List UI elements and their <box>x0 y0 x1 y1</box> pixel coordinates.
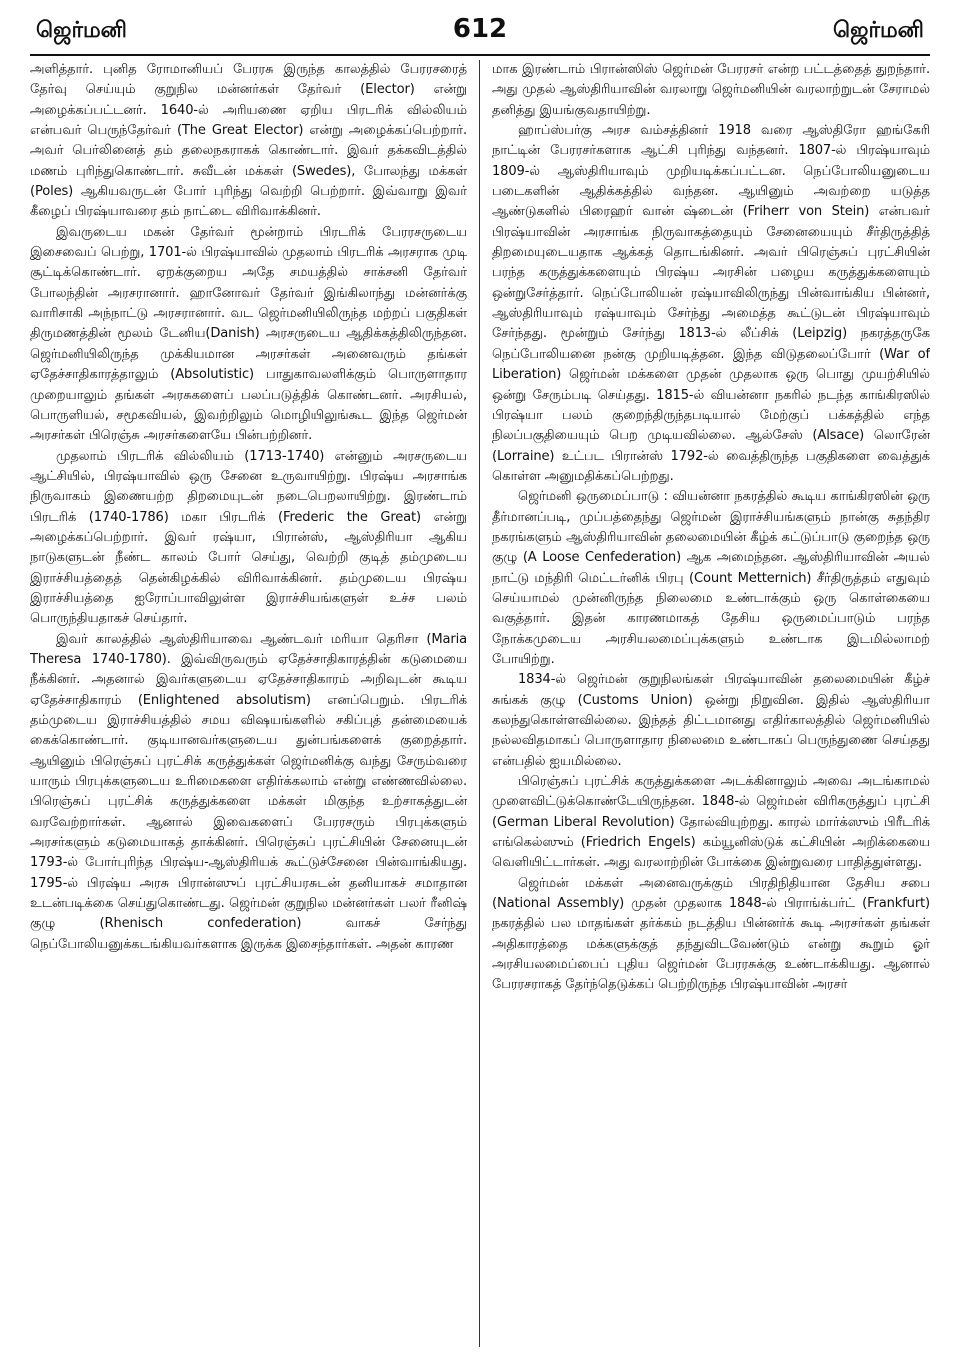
text-columns <box>30 60 930 1347</box>
paragraph: மாக இரண்டாம் பிரான்ஸிஸ் ஜெர்மன் பேரரசர் என்ற பட்டத்தைத் துறந்தார். அது முதல் ஆஸ்திரியாவின் வரலாறு ஜெர்மனியின் வரலாற்றுடன் சேராமல் தனித்து இயங்குவதாயிற்று. <box>492 62 930 118</box>
paragraph: இவருடைய மகன் தேர்வர் மூன்றாம் பிரடரிக் பேரரசருடைய இசைவைப் பெற்று, 1701-ல் பிரஷ்யாவில் முதலாம் பிரடரிக் அரசராக முடி சூட்டிக்கொண்டார். ஏறக்குறைய அதே சமயத்தில் சாக்சனி தேர்வர் போலந்தின் அரசரானார். ஹானோவர் தேர்வர் இங்கிலாந்து மன்னர்க்கு வாரிசாகி அந்நாட்டு அரசரானார். வட ஜெர்மனியிலிருந்த மற்றப் பகுதிகள் திருமணத்தின் மூலம் டேனிய(Danish) அரசருடைய ஆதிக்கத்திலிருந்தன. ஜெர்மனியிலிருந்த முக்கியமான அரசர்கள் அனைவரும் தங்கள் ஏதேச்சாதிகாரத்தாலும் (Absolutistic) பாதுகாவலளிக்கும் பொருளாதார முறையாலும் தங்கள் அரசுகளைப் பலப்படுத்திக் கொண்டனர். அரசியல், பொருளியல், சமூகவியல், இவற்றிலும் மொழியிலுங்கூட இந்த ஜெர்மன் அரசர்கள் பிரெஞ்சு அரசர்களையே பின்பற்றினர். <box>30 224 467 444</box>
right-column <box>480 60 930 1347</box>
paragraph: முதலாம் பிரடரிக் வில்லியம் (1713-1740) என்னும் அரசருடைய ஆட்சியில், பிரஷ்யாவில் ஒரு சேனை உருவாயிற்று. பிரஷ்ய அரசாங்க நிருவாகம் இணையற்ற திறமையுடன் நடைபெறலாயிற்று. இரண்டாம் பிரடரிக் (1740-1786) மகா பிரடரிக் (Frederic the Great) என்று அழைக்கப்பெற்றார். இவர் ரஷ்யா, பிரான்ஸ், ஆஸ்திரியா ஆகிய நாடுகளுடன் நீண்ட காலம் போர் செய்து, வெற்றி குடித் தம்முடைய இராச்சியத்தைத் தென்கிழக்கில் விரிவாக்கினர். தம்முடைய பிரஷ்ய இராச்சியத்தை ஐரோப்பாவிலுள்ள இராச்சியங்களுள் உச்ச பலம் பொருந்தியதாகச் செய்தார். <box>30 448 467 627</box>
page-header <box>30 10 930 56</box>
paragraph: அளித்தார். புனித ரோமானியப் பேரரசு இருந்த காலத்தில் பேரரசரைத் தேர்வு செய்யும் குறுநில மன்னர்கள் தேர்வர் (Elector) என்று அழைக்கப்பட்டனர். 1640-ல் அரியணை ஏறிய பிரடரிக் வில்லியம் என்பவர் பெருந்தேர்வர் (The Great Elector) என்று அழைக்கப்பெற்றார். அவர் பெர்லினைத் தம் தலைநகராகக் கொண்டார். இவர் தக்கவிடத்தில் மணம் புரிந்துகொண்டார். சுவீடன் மக்கள் (Swedes), போலந்து மக்கள் (Poles) ஆகியவருடன் போர் புரிந்து வெற்றி பெற்றார். இவ்வாறு இவர் கீழைப் பிரஷ்யாவரை தம் நாட்டை விரிவாக்கினர். <box>30 62 467 220</box>
header-left-title: ஜெர்மனி <box>36 18 127 43</box>
paragraph: ஹாப்ஸ்பர்கு அரச வம்சத்தினர் 1918 வரை ஆஸ்திரோ ஹங்கேரி நாட்டின் பேரரசர்களாக ஆட்சி புரிந்து வந்தனர். 1807-ல் பிரஷ்யாவும் 1809-ல் ஆஸ்திரியாவும் முறியடிக்கப்பட்டன. நெப்போலியனுடைய படைகளின் ஆதிக்கத்தில் வந்தன. ஆயினும் அவற்றை யடுத்த ஆண்டுகளில் பிரைஹர் வான் ஷ்டைன் (Friherr von Stein) என்பவர் பிரஷ்யாவின் அரசாங்க நிருவாகத்தையும் சேனையையும் சீர்திருத்தித் திறமையுடையதாக ஆக்கத் தொடங்கினர். அவர் பிரெஞ்சுப் புரட்சியின் பரந்த கருத்துக்களையும் பிரஷ்ய அரசின் பழைய கருத்துக்களையும் ஒன்றுசேர்த்தார். நெப்போலியன் ரஷ்யாவிலிருந்து பின்வாங்கிய பின்னர், ஆஸ்திரியாவும் ரஷ்யாவும் சேர்ந்து அமைத்த கூட்டுடன் பிரஷ்யாவும் சேர்ந்தது. மூன்றும் சேர்ந்து 1813-ல் லீப்சிக் (Leipzig) நகரத்தருகே நெப்போலியனை நன்கு முறியடித்தன. இந்த விடுதலைப்போர் (War of Liberation) ஜெர்மன் மக்களை முதன் முதலாக ஒரு பொது முயற்சியில் ஒன்று சேரும்படி செய்தது. 1815-ல் வியன்னா நகரில் நடந்த காங்கிரஸில் பிரஷ்யா பலம் குறைந்திருந்தபடியால் மேற்குப் பக்கத்தில் எந்த நிலப்பகுதியையும் பெற முடியவில்லை. ஆல்சேஸ் (Alsace) லொரேன் (Lorraine) உட்பட பிரான்ஸ் 1792-ல் வைத்திருந்த பகுதிகளை வைத்துக் கொள்ள அனுமதிக்கப்பெற்றது. <box>492 123 930 484</box>
paragraph: இவர் காலத்தில் ஆஸ்திரியாவை ஆண்டவர் மரியா தெரிசா (Maria Theresa 1740-1780). இவ்விருவரும் ஏதேச்சாதிகாரத்தின் கடுமையை நீக்கினர். அதனால் இவர்களுடைய ஏதேச்சாதிகாரம் அறிவுடன் கூடிய ஏதேச்சாதிகாரம் (Enlightened absolutism) எனப்பெறும். பிரடரிக் தம்முடைய இராச்சியத்தில் சமய விஷயங்களில் சகிப்புத் தன்மையைக் கைக்கொண்டார். குடியானவர்களுடைய துன்பங்களைக் குறைத்தார். ஆயினும் பிரெஞ்சுப் புரட்சிக் கருத்துக்கள் ஜெர்மனிக்கு வந்து சேரும்வரை யாரும் பிரபுக்களுடைய உரிமைகளை எதிர்க்கலாம் என்று எண்ணவில்லை. பிரெஞ்சுப் புரட்சிக் கருத்துக்களை மக்கள் மிகுந்த உற்சாகத்துடன் வரவேற்றார்கள். ஆனால் இவைகளைப் பேரரசரும் பிரபுக்களும் அரசர்களும் கடுமையாகத் தாக்கினர். பிரெஞ்சுப் புரட்சியின் சேனையுடன் 1793-ல் போர்புரிந்த பிரஷ்ய-ஆஸ்திரியக் கூட்டுச்சேனை பின்வாங்கியது. 1795-ல் பிரஷ்ய அரசு பிரான்ஸுப் புரட்சியரசுடன் தனியாகச் சமாதான உடன்படிக்கை செய்துகொண்டது. ஜெர்மன் குறுநில மன்னர்கள் பலர் ரீனிஷ் குழு (Rhenisch confederation) வாகச் சேர்ந்து நெப்போலியனுக்கடங்கியவர்களாக இருக்க இசைந்தார்கள். அதன் காரண <box>30 631 467 952</box>
page-number: 612 <box>452 14 508 44</box>
paragraph: ஜெர்மனி ஒருமைப்பாடு : வியன்னா நகரத்தில் கூடிய காங்கிரஸின் ஒரு தீர்மானப்படி, முப்பத்தைந்து ஜெர்மன் இராச்சியங்களும் நான்கு சுதந்திர நகரங்களும் ஆஸ்திரியாவின் தலைமையின் கீழ்க் கட்டுப்பாடு குறைந்த ஒரு குழு (A Loose Cenfederation) ஆக அமைந்தன. ஆஸ்திரியாவின் அயல் நாட்டு மந்திரி மெட்டர்னிக் பிரபு (Count Metternich) சீர்திருத்தம் எதுவும் செய்யாமல் முன்னிருந்த நிலைமை உண்டாக்கும் ஒரு கொள்கையை வகுத்தார். இதன் காரணமாகத் தேசிய ஒருமைப்பாடும் பரந்த நோக்கமுடைய அரசியலமைப்புக்களும் உண்டாக இடமில்லாமற் போயிற்று. <box>492 489 930 667</box>
header-right-title: ஜெர்மனி <box>833 18 924 43</box>
paragraph: பிரெஞ்சுப் புரட்சிக் கருத்துக்களை அடக்கினாலும் அவை அடங்காமல் முளைவிட்டுக்கொண்டேயிருந்தன. 1848-ல் ஜெர்மன் விரிகருத்துப் புரட்சி (German Liberal Revolution) தோல்வியுற்றது. காரல் மார்க்ஸும் பிரீடரிக் எங்கெல்ஸும் (Friedrich Engels) கம்யூனிஸ்டுக் கட்சியின் அறிக்கையை வெளியிட்டார்கள். அது வரலாற்றின் போக்கை இன்றுவரை பாதித்துள்ளது. <box>492 774 930 871</box>
left-column <box>30 60 480 1347</box>
paragraph: ஜெர்மன் மக்கள் அனைவருக்கும் பிரதிநிதியான தேசிய சபை (National Assembly) முதன் முதலாக 1848-ல் பிராங்க்பர்ட் (Frankfurt) நகரத்தில் பல மாதங்கள் தர்க்கம் நடத்திய பின்னர்க் கூடி அரசர்கள் தங்கள் அதிகாரத்தை மக்களுக்குத் தந்துவிடவேண்டும் என்று கூறும் ஓர் அரசியலமைப்பைப் புதிய ஜெர்மன் பேரரசுக்கு உண்டாக்கியது. ஆனால் பேரரசராகத் தேர்ந்தெடுக்கப் பெற்றிருந்த பிரஷ்யாவின் அரசர் <box>492 875 930 993</box>
paragraph: 1834-ல் ஜெர்மன் குறுநிலங்கள் பிரஷ்யாவின் தலைமையின் கீழ்ச் சுங்கக் குழு (Customs Union) ஒன்று நிறுவின. இதில் ஆஸ்திரியா கலந்துகொள்ளவில்லை. இந்தத் திட்டமானது எதிர்காலத்தில் ஜெர்மனியில் நல்லவிதமாகப் பொருளாதார நிலைமை உண்டாகப் பெருந்துணை செய்தது என்பதில் ஐயமில்லை. <box>492 672 930 769</box>
